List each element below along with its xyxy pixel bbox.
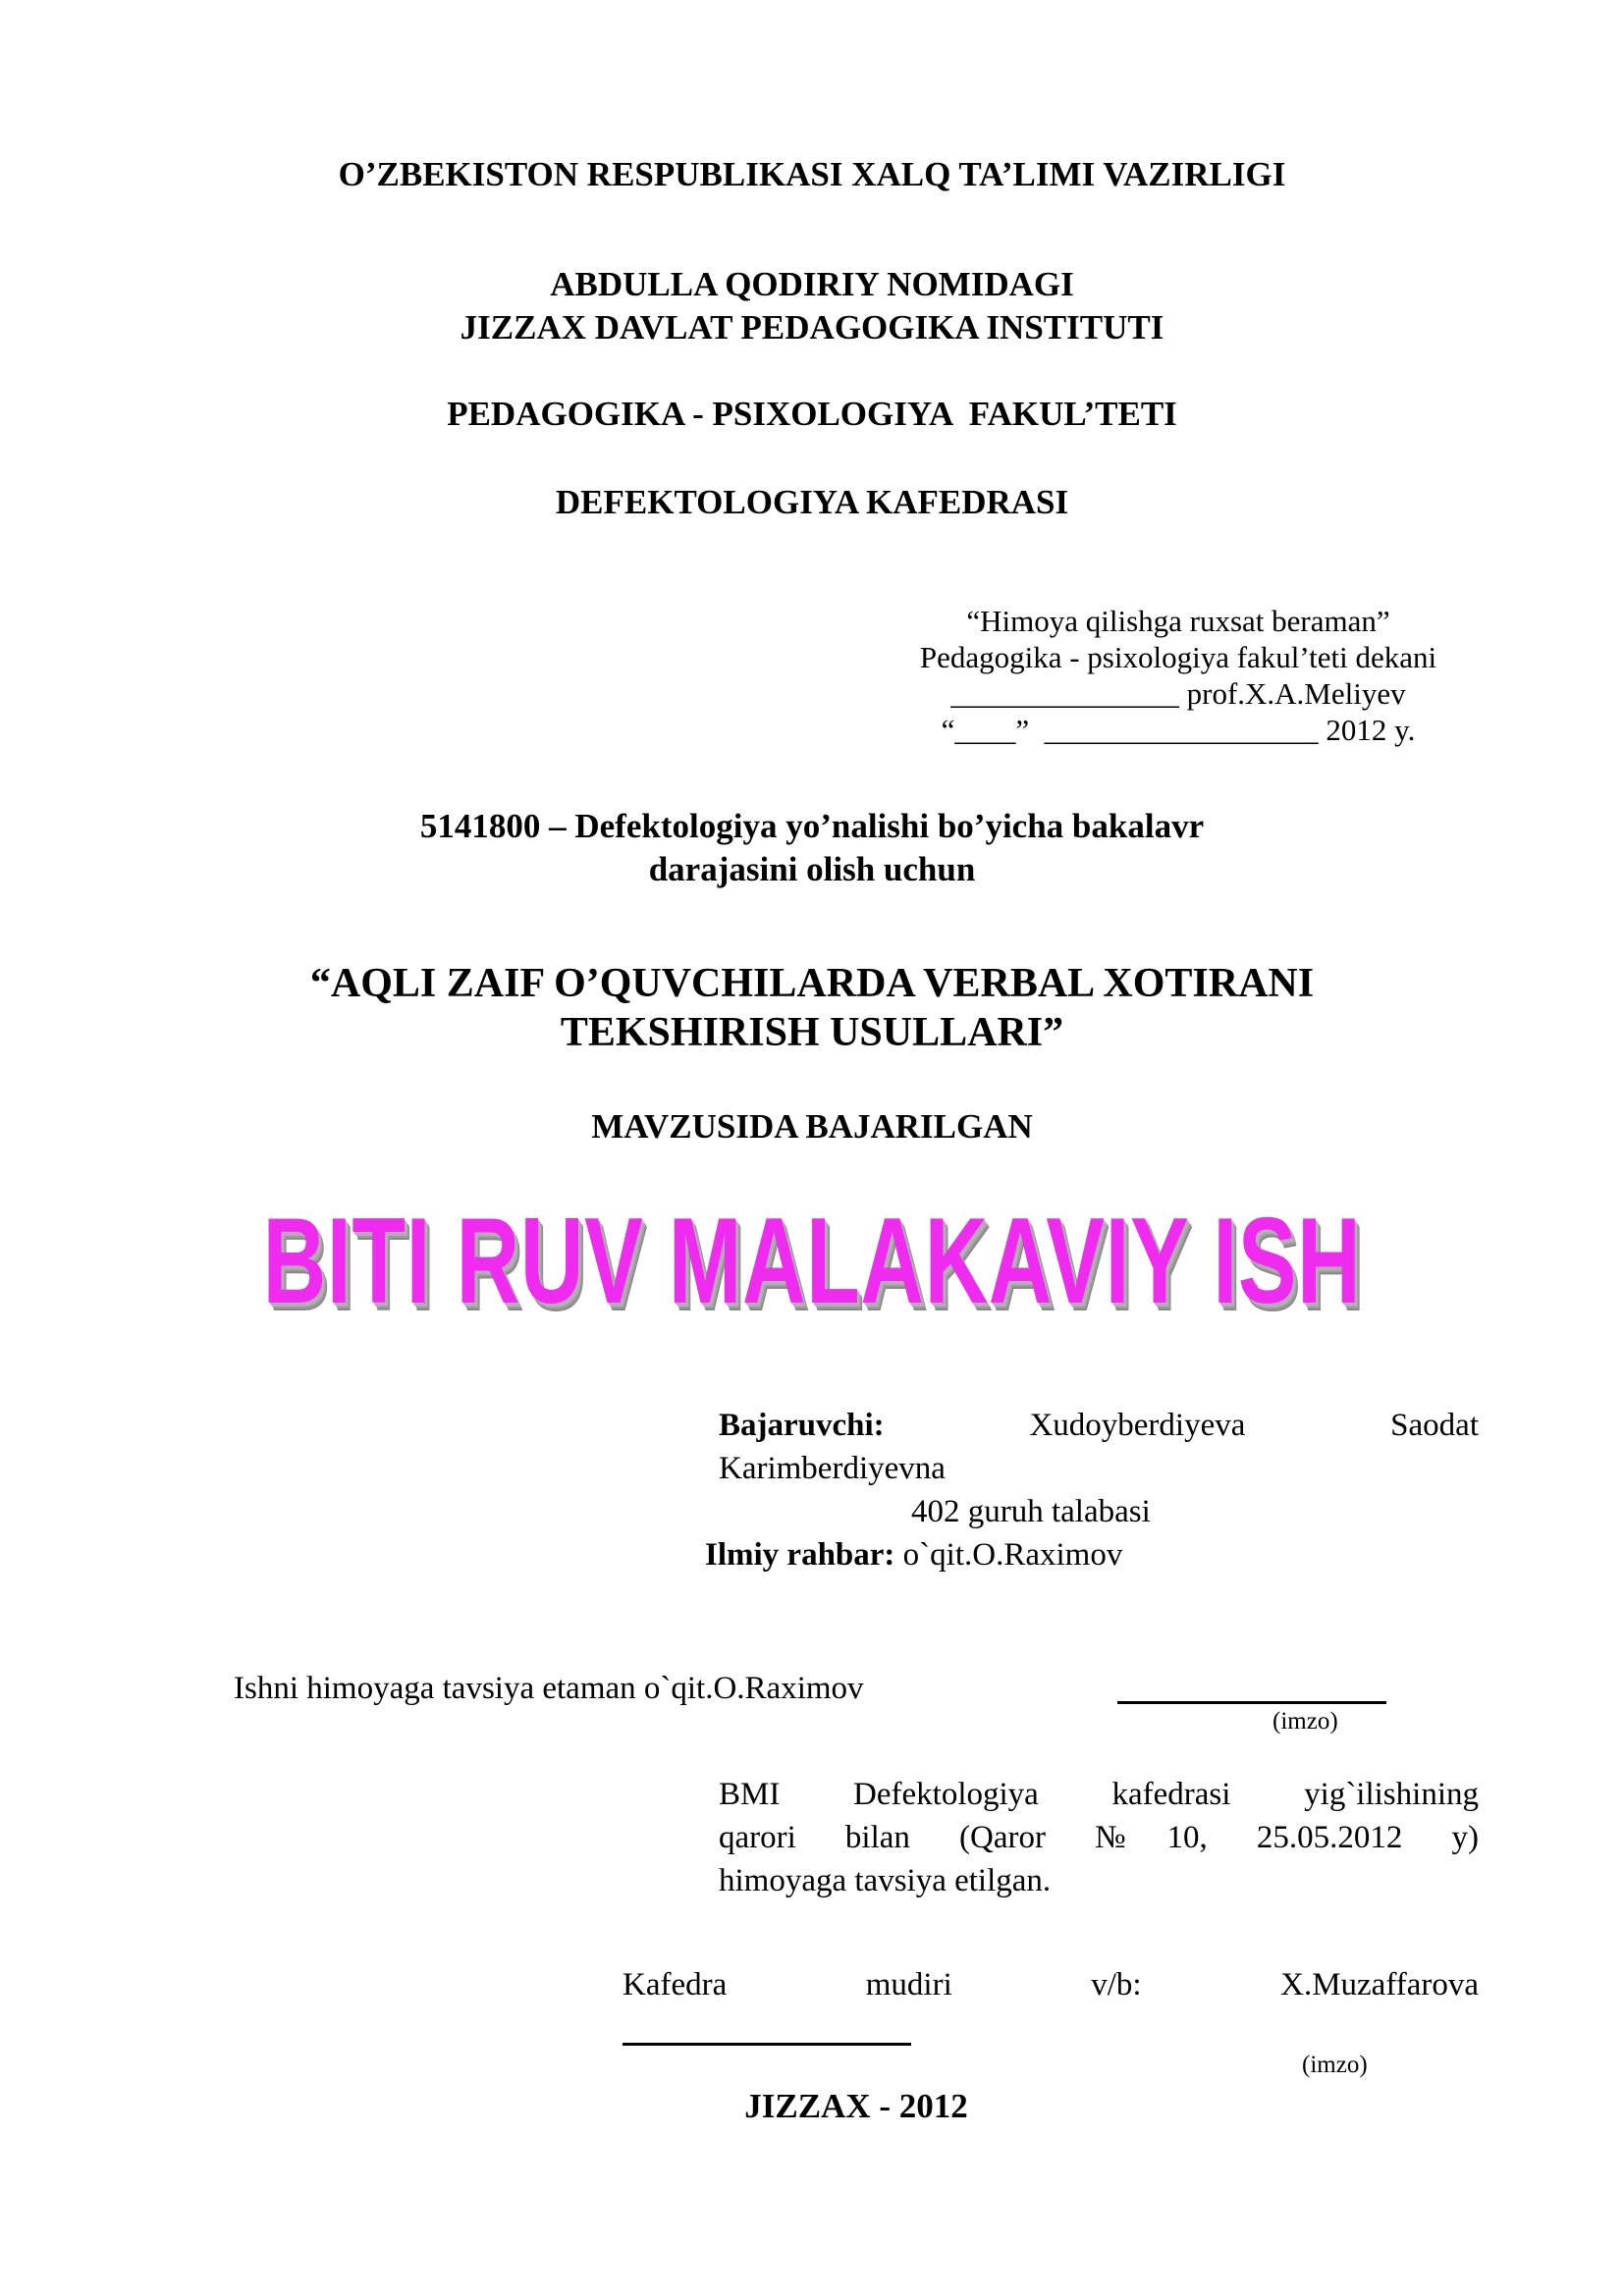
performer-group: 402 guruh talabasi <box>911 1494 1151 1529</box>
subtitle: MAVZUSIDA BAJARILGAN <box>591 1107 1033 1146</box>
approval-line-4: “____” __________________ 2012 y. <box>941 713 1416 747</box>
head-word-2: mudiri <box>865 1967 952 2002</box>
performer-name-part-3: Karimberdiyevna <box>719 1451 946 1486</box>
performer-label: Bajaruvchi: <box>719 1408 885 1443</box>
main-title: BITI RUV MALAKAVIY ISH <box>262 1194 1362 1329</box>
degree-line-2: darajasini olish uchun <box>648 850 976 888</box>
department-head-line <box>623 1963 1479 2006</box>
supervisor-label: Ilmiy rahbar: <box>705 1537 895 1573</box>
decision-line-2: qarori bilan (Qaror №10, 25.05.2012 y) <box>719 1820 1479 1855</box>
institute-line-1: ABDULLA QODIRIY NOMIDAGI <box>550 265 1074 303</box>
decision-block <box>719 1773 1479 1902</box>
topic-line-1: “AQLI ZAIF O’QUVCHILARDA VERBAL XOTIRANI <box>309 961 1315 1006</box>
head-word-4: X.Muzaffarova <box>1280 1967 1479 2002</box>
head-word-3: v/b: <box>1091 1967 1142 2002</box>
footer-city-year: JIZZAX - 2012 <box>744 2087 968 2125</box>
approval-block <box>844 603 1512 748</box>
head-signature-line <box>623 2043 911 2046</box>
recommendation-imzo: (imzo) <box>1272 1708 1338 1735</box>
approval-line-2: Pedagogika - psixologiya fakul’teti dekani <box>919 640 1437 674</box>
approval-line-3: _______________ prof.X.A.Meliyev <box>950 676 1406 711</box>
decision-line-1: BMI Defektologiya kafedrasi yig`ilishining <box>719 1777 1479 1812</box>
institute-line-2: JIZZAX DAVLAT PEDAGOGIKA INSTITUTI <box>460 308 1164 347</box>
recommendation-text: Ishni himoyaga tavsiya etaman o`qit.O.Raximov <box>234 1671 864 1706</box>
performer-name-part-1: Xudoyberdiyeva <box>1029 1408 1246 1443</box>
supervisor-name: o`qit.O.Raximov <box>902 1537 1123 1573</box>
performer-name-part-2: Saodat <box>1390 1408 1479 1443</box>
approval-line-1: “Himoya qilishga ruxsat beraman” <box>966 604 1390 638</box>
head-imzo: (imzo) <box>1302 2052 1368 2078</box>
recommendation-signature-line <box>1117 1701 1386 1704</box>
department-heading: DEFEKTOLOGIYA KAFEDRASI <box>555 483 1069 521</box>
head-word-1: Kafedra <box>623 1967 728 2002</box>
topic-line-2: TEKSHIRISH USULLARI” <box>560 1010 1064 1055</box>
performer-block <box>719 1404 1479 1533</box>
faculty-heading: PEDAGOGIKA - PSIXOLOGIYA FAKUL’TETI <box>447 395 1177 433</box>
supervisor-line <box>705 1533 1122 1576</box>
degree-line-1: 5141800 – Defektologiya yo’nalishi bo’yicha bakalavr <box>419 807 1205 845</box>
decision-line-3: himoyaga tavsiya etilgan. <box>719 1863 1052 1898</box>
ministry-heading: O’ZBEKISTON RESPUBLIKASI XALQ TA’LIMI VAZIRLIGI <box>338 155 1286 193</box>
